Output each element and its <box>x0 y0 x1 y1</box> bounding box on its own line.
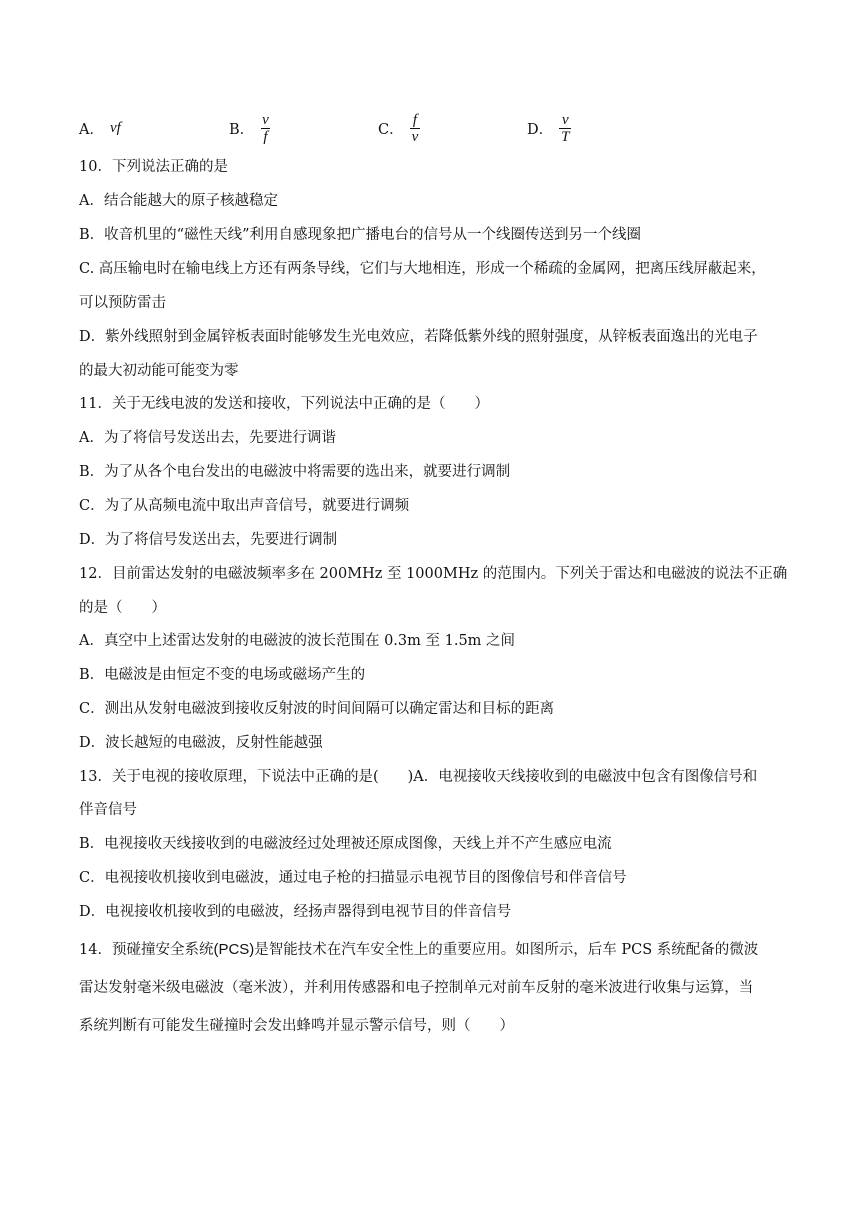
option-label: B． <box>229 121 255 138</box>
option-text: C．测出从发射电磁波到接收反射波的时间间隔可以确定雷达和目标的距离 <box>79 701 555 717</box>
denominator: f <box>263 128 268 145</box>
question-14-line-2: 雷达发射毫米级电磁波（毫米波），并利用传感器和电子控制单元对前车反射的毫米波进行收集与运算，当 <box>79 980 754 996</box>
numerator: f <box>412 111 418 128</box>
option-d <box>527 108 571 148</box>
question-14-line-3: 系统判断有可能发生碰撞时会发出蜂鸣并显示警示信号，则（ ） <box>79 1018 514 1034</box>
option-text: C．为了从高频电流中取出声音信号，就要进行调频 <box>79 498 410 514</box>
question-text: 11．关于无线电波的发送和接收，下列说法中正确的是（ ） <box>79 396 489 412</box>
option-text: D．电视接收机接收到的电磁波，经扬声器得到电视节目的伴音信号 <box>79 904 512 920</box>
question-text: 13．关于电视的接收原理，下说法中正确的是( )A．电视接收天线接收到的电磁波中包含有图像信号和 <box>79 769 758 785</box>
pcs-abbr: (PCS) <box>213 941 255 958</box>
option-text: C. 高压输电时在输电线上方还有两条导线，它们与大地相连，形成一个稀疏的金属网，把离压线屏蔽起来， <box>79 261 766 277</box>
option-text: A．真空中上述雷达发射的电磁波的波长范围在 0.3m 至 1.5m 之间 <box>79 633 516 649</box>
fraction <box>410 112 421 145</box>
option-label: D． <box>527 121 554 138</box>
option-text: 的最大初动能可能变为零 <box>79 363 239 379</box>
q9-options <box>79 108 779 148</box>
question-text: 10．下列说法正确的是 <box>79 159 228 175</box>
option-text: D．为了将信号发送出去，先要进行调制 <box>79 532 338 548</box>
question-14-prefix: 14．预碰撞安全系统 <box>79 942 214 958</box>
fraction <box>559 112 571 145</box>
question-text: 的是（ ） <box>79 600 166 616</box>
option-text: B．电磁波是由恒定不变的电场或磁场产生的 <box>79 667 366 683</box>
fraction <box>260 112 271 145</box>
question-text: 伴音信号 <box>79 802 137 818</box>
question-14-suffix: 是智能技术在汽车安全性上的重要应用。如图所示，后车 PCS 系统配备的微波 <box>254 942 759 958</box>
option-text: A．为了将信号发送出去，先要进行调谐 <box>79 430 336 446</box>
option-c <box>378 108 420 148</box>
denominator: T <box>561 128 570 145</box>
option-expr: vf <box>109 119 121 136</box>
option-text: D．紫外线照射到金属锌板表面时能够发生光电效应，若降低紫外线的照射强度，从锌板表面逸出的光电子 <box>79 329 758 345</box>
option-label: A． <box>79 121 104 138</box>
numerator: v <box>262 111 269 128</box>
option-text: B．为了从各个电台发出的电磁波中将需要的选出来，就要进行调制 <box>79 464 511 480</box>
option-text: C．电视接收机接收到电磁波，通过电子枪的扫描显示电视节目的图像信号和伴音信号 <box>79 870 627 886</box>
option-text: D．波长越短的电磁波，反射性能越强 <box>79 735 323 751</box>
option-a <box>79 108 121 148</box>
option-b <box>229 108 271 148</box>
numerator: v <box>561 111 569 128</box>
option-text: B．电视接收天线接收到的电磁波经过处理被还原成图像，天线上并不产生感应电流 <box>79 836 612 852</box>
option-text: A．结合能越大的原子核越稳定 <box>79 193 278 209</box>
question-text: 12．目前雷达发射的电磁波频率多在 200MHz 至 1000MHz 的范围内。下列关于雷达和电磁波的说法不正确 <box>79 566 788 582</box>
denominator: v <box>411 128 419 145</box>
option-text: B．收音机里的“磁性天线”利用自感现象把广播电台的信号从一个线圈传送到另一个线圈 <box>79 227 641 243</box>
option-text: 可以预防雷击 <box>79 295 166 311</box>
option-label: C． <box>378 121 404 138</box>
question-14-line-1 <box>79 940 758 960</box>
